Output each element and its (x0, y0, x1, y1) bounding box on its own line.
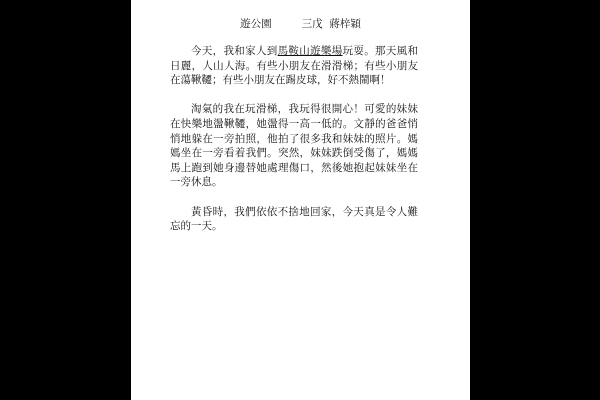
paragraph-2 (170, 102, 418, 190)
paragraph-3 (170, 205, 418, 234)
document-title: 遊公園 (240, 18, 272, 30)
paragraph-1-underlined-place: 馬鞍山遊樂場 (277, 45, 343, 57)
document-page (131, 0, 470, 400)
document-author: 三戊 蔣梓穎 (301, 18, 361, 30)
paragraph-1 (170, 44, 418, 88)
paragraph-1-text-before: 今天，我和家人到 (191, 45, 278, 57)
document-body (170, 44, 418, 248)
document-heading (131, 17, 470, 31)
paragraph-2-text: 淘氣的我在玩滑梯，我玩得很開心！可愛的妹妹在快樂地盪鞦韆，她盪得一高一低的。文靜的爸爸悄悄地躲在一旁拍照，他拍了很多我和妹妹的照片。媽媽坐在一旁看着我們。突然，妹妹跌倒受傷了，媽媽馬上跑到她身邊替她處理傷口，然後她抱起妹妹坐在一旁休息。 (170, 103, 418, 189)
paragraph-1-text-after: 玩耍。那天風和日麗，人山人海。有些小朋友在滑滑梯；有些小朋友在蕩鞦韆；有些小朋友在踢皮球，好不熱鬧啊！ (170, 45, 419, 87)
paragraph-3-text: 黃昏時，我們依依不捨地回家，今天真是令人難忘的一天。 (170, 205, 418, 233)
